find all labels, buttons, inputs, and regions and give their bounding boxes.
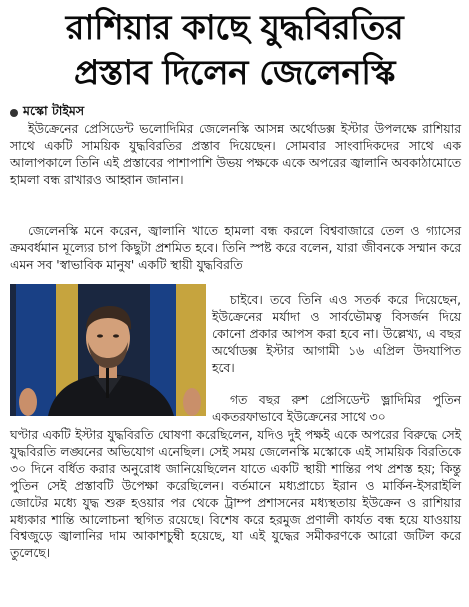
bullet-icon	[10, 109, 18, 117]
dateline-source: মস্কো টাইমস	[23, 103, 85, 118]
headline	[6, 6, 463, 96]
headline-line-1: রাশিয়ার কাছে যুদ্ধবিরতির	[65, 8, 404, 48]
paragraph-4: গত বছর রুশ প্রেসিডেন্ট ভ্লাদিমির পুতিন একতরফাভাবে ইউক্রেনের সাথে ৩০	[212, 393, 461, 424]
portrait-photo	[10, 284, 206, 416]
paragraph-5: ঘণ্টার একটি ইস্টার যুদ্ধবিরতি ঘোষণা করেছিলেন, যদিও দুই পক্ষই একে অপরের বিরুদ্ধে সেই যুদ্ধবিরতি লঙ্ঘনের অভিযোগ এনেছিল। সেই সময় জেলেনস্কি মস্কোকে এই সাময়িক বিরতিকে ৩০ দিনে বর্ধিত করার অনুরোধ জানিয়েছিলেন যাতে একটি স্থায়ী শান্তির পথ প্রশস্ত হয়; কিন্তু পুতিন সেই প্রস্তাবটি উপেক্ষা করেছিলেন। বর্তমানে মধ্যপ্রাচ্যে ইরান ও মার্কিন-ইসরাইলি জোটের মধ্যে যুদ্ধ শুরু হওয়ার পর থেকে ট্রাম্প প্রশাসনের মধ্যস্থতায় ইউক্রেন ও রাশিয়ার মধ্যকার শান্তি আলোচনা স্থগিত রয়েছে। বিশেষ করে হরমুজ প্রণালী কার্যত বন্ধ হয়ে যাওয়ায় বিশ্বজুড়ে জ্বালানির দাম আকাশচুম্বী হয়েছে, যা এই যুদ্ধের সমীকরণকে আরো জটিল করে তুলেছে।	[10, 428, 461, 561]
paragraph-1: ইউক্রেনের প্রেসিডেন্ট ভলোদিমির জেলেনস্কি আসন্ন অর্থোডক্স ইস্টার উপলক্ষে রাশিয়ার সাথে একটি সাময়িক যুদ্ধবিরতির প্রস্তাব দিয়েছেন। সোমবার সাংবাদিকদের সাথে এক আলাপকালে তিনি এই প্রস্তাবের পাশাপাশি উভয় পক্ষকে একে অপরের জ্বালানি অবকাঠামোতে হামলা বন্ধ রাখারও আহ্বান জানান।	[10, 122, 461, 187]
headline-line-2: প্রস্তাব দিলেন জেলেনস্কি	[74, 53, 395, 93]
dateline	[10, 103, 84, 123]
paragraph-3: চাইবে। তবে তিনি এও সতর্ক করে দিয়েছেন, ইউক্রেনের মর্যাদা ও সার্বভৌমত্ব বিসর্জন দিয়ে কোনো প্রকার আপস করা হবে না। উল্লেখ্য, এ বছর অর্থোডক্স ইস্টার আগামী ১৬ এপ্রিল উদযাপিত হবে।	[212, 293, 461, 375]
portrait-illustration	[10, 284, 206, 416]
paragraph-2: জেলেনস্কি মনে করেন, জ্বালানি খাতে হামলা বন্ধ করলে বিশ্ববাজারে তেল ও গ্যাসের ক্রমবর্ধমান মূল্যের চাপ কিছুটা প্রশমিত হবে। তিনি স্পষ্ট করে বলেন, যারা জীবনকে সম্মান করে এমন সব 'স্বাভাবিক মানুষ' একটি স্থায়ী যুদ্ধবিরতি	[10, 224, 461, 272]
